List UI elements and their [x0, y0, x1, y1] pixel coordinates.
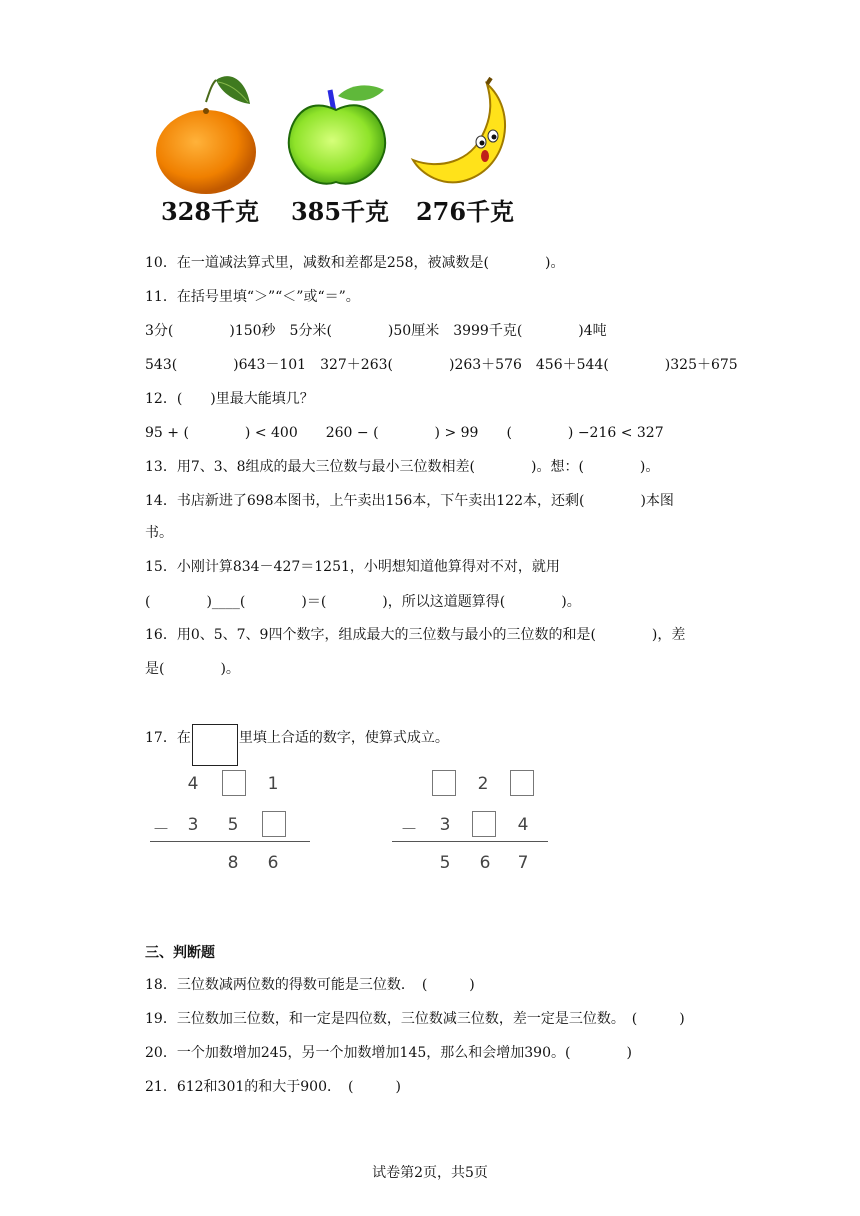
- question-21: 21．612和301的和大于900． ( ): [145, 1079, 401, 1095]
- calc1-mid-hundreds: 3: [187, 815, 199, 835]
- page-footer: 试卷第2页，共5页: [372, 1165, 488, 1181]
- calc2-result-tens: 6: [479, 853, 491, 873]
- calc1-rule: [150, 841, 310, 842]
- apple-item: [280, 70, 400, 230]
- calc1-mid-ones-box[interactable]: [262, 811, 286, 837]
- question-11-title: 11．在括号里填“＞”“＜”或“＝”。: [145, 289, 360, 305]
- fruit-weights: [150, 70, 530, 230]
- calc2-result-hundreds: 5: [439, 853, 451, 873]
- apple-icon: [280, 70, 400, 195]
- calc2-top-tens: 2: [477, 774, 489, 794]
- calc2-mid-hundreds: 3: [439, 815, 451, 835]
- question-14-line1: 14．书店新进了698本图书，上午卖出156本，下午卖出122本，还剩( )本图: [145, 493, 674, 509]
- calc1-minus-sign: －: [152, 820, 170, 840]
- calc2-mid-tens-box[interactable]: [472, 811, 496, 837]
- calc2-top-ones-box[interactable]: [510, 770, 534, 796]
- question-14-line2: 书。: [145, 525, 173, 541]
- question-13: 13．用7、3、8组成的最大三位数与最小三位数相差( )。想：( )。: [145, 459, 660, 475]
- calc2-rule: [392, 841, 548, 842]
- question-19: 19．三位数加三位数，和一定是四位数，三位数减三位数，差一定是三位数。 ( ): [145, 1011, 685, 1027]
- orange-icon: [150, 70, 270, 195]
- calc2-result-ones: 7: [517, 853, 529, 873]
- question-20: 20．一个加数增加245，另一个加数增加145，那么和会增加390。( ): [145, 1045, 632, 1061]
- question-16-line2: 是( )。: [145, 661, 240, 677]
- calc2-top-hundreds-box[interactable]: [432, 770, 456, 796]
- orange-item: [150, 70, 270, 230]
- question-16-line1: 16．用0、5、7、9四个数字，组成最大的三位数与最小的三位数的和是( )，差: [145, 627, 686, 643]
- calc1-top-tens-box[interactable]: [222, 770, 246, 796]
- question-10: 10．在一道减法算式里，减数和差都是258，被减数是( )。: [145, 255, 565, 271]
- question-12-title: 12．( )里最大能填几？: [145, 391, 314, 407]
- calc1-result-tens: 8: [227, 853, 239, 873]
- question-17-suffix: 里填上合适的数字，使算式成立。: [238, 730, 449, 746]
- banana-item: [405, 70, 525, 230]
- calc2-mid-ones: 4: [517, 815, 529, 835]
- apple-weight-label: 385千克: [290, 197, 390, 226]
- question-11-row1: 3分( )150秒 5分米( )50厘米 3999千克( )4吨: [145, 323, 607, 339]
- answer-box-icon: [192, 724, 238, 766]
- banana-icon: [405, 70, 525, 195]
- question-18: 18．三位数减两位数的得数可能是三位数． ( ): [145, 977, 475, 993]
- question-12-row: 95 + ( ) < 400 260 − ( ) > 99 ( ) −216 < 327: [145, 425, 664, 441]
- question-15-line1: 15．小刚计算834－427＝1251，小明想知道他算得对不对，就用: [145, 559, 560, 575]
- question-17-prefix: 17．在: [145, 730, 191, 746]
- vertical-subtraction-1: [150, 770, 310, 880]
- question-15-line2: ( )____( )＝( )，所以这道题算得( )。: [145, 594, 581, 610]
- question-17: [145, 724, 449, 766]
- section-heading-judgement: 三、判断题: [145, 945, 215, 961]
- calc1-top-ones: 1: [267, 774, 279, 794]
- calc2-minus-sign: －: [400, 820, 418, 840]
- vertical-subtraction-2: [392, 770, 550, 880]
- calc1-top-hundreds: 4: [187, 774, 199, 794]
- calc1-mid-tens: 5: [227, 815, 239, 835]
- orange-weight-label: 328千克: [160, 197, 260, 226]
- question-11-row2: 543( )643－101 327＋263( )263＋576 456＋544( )325＋675: [145, 357, 738, 373]
- banana-weight-label: 276千克: [415, 197, 515, 226]
- calc1-result-ones: 6: [267, 853, 279, 873]
